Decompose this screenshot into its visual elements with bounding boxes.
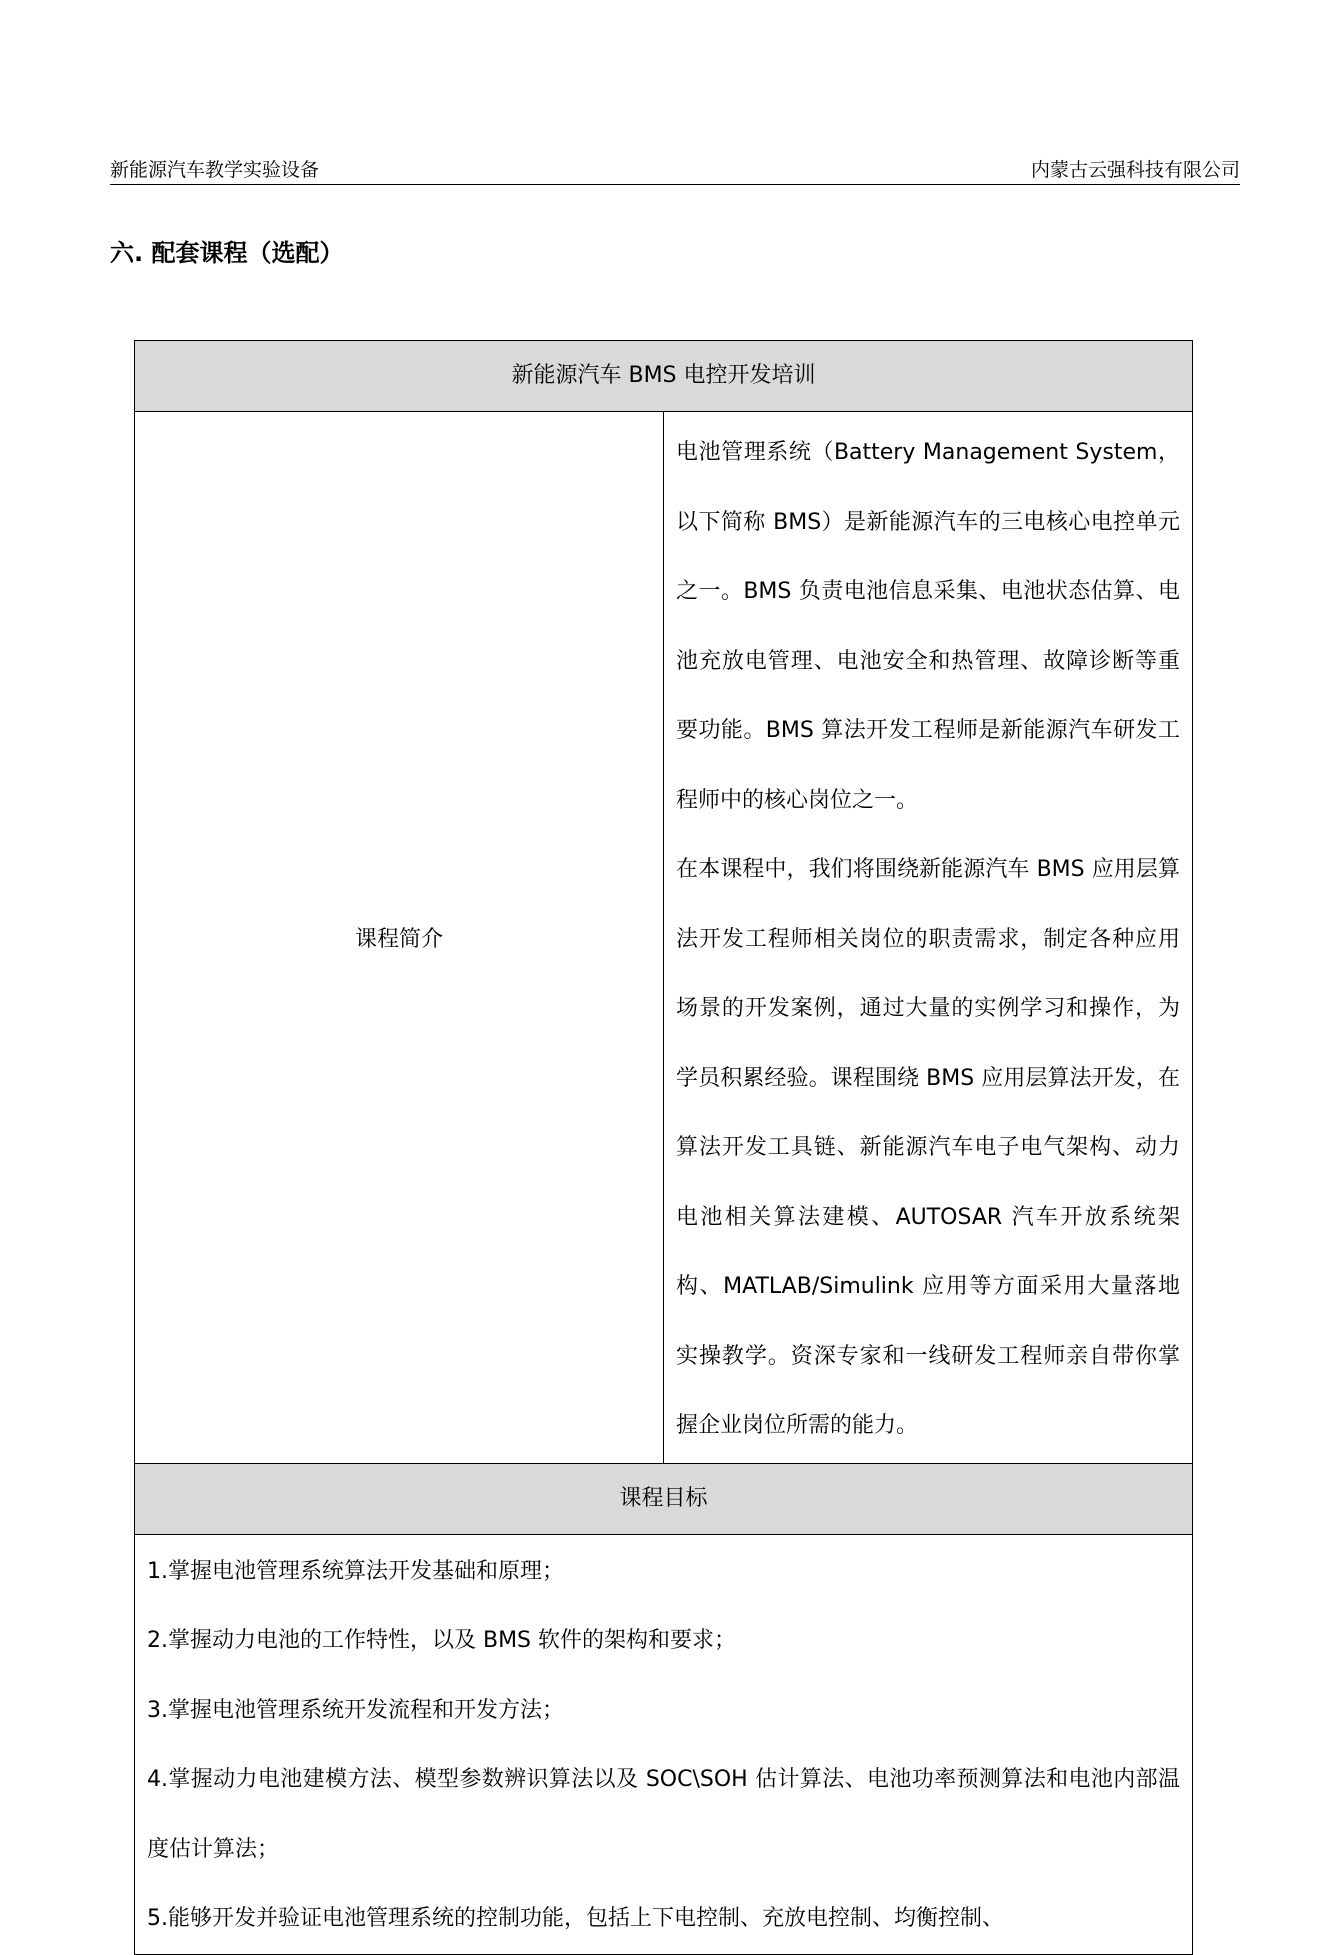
course-intro-row (135, 412, 1193, 1464)
course-title: 新能源汽车 BMS 电控开发培训 (135, 341, 1193, 412)
goals-content (135, 1534, 1193, 1954)
header-right-text: 内蒙古云强科技有限公司 (1030, 159, 1240, 181)
goals-header: 课程目标 (135, 1463, 1193, 1534)
goals-row (135, 1534, 1193, 1954)
course-table (134, 340, 1193, 1955)
course-title-row (135, 341, 1193, 412)
intro-label: 课程简介 (135, 412, 664, 1464)
goals-header-row (135, 1463, 1193, 1534)
goal-item: 3.掌握电池管理系统开发流程和开发方法； (147, 1697, 564, 1723)
goal-item: 1.掌握电池管理系统算法开发基础和原理； (147, 1558, 564, 1584)
goal-item: 2.掌握动力电池的工作特性，以及 BMS 软件的架构和要求； (147, 1628, 737, 1653)
intro-paragraph: 在本课程中，我们将围绕新能源汽车 BMS 应用层算法开发工程师相关岗位的职责需求，制定各种应用场景的开发案例，通过大量的实例学习和操作，为学员积累经验。课程围绕 BMS 应用层算法开发，在算法开发工具链、新能源汽车电子电气架构、动力电池相关算法建模、AUTOSAR 汽车开放系统架构、MATLAB/Simulink 应用等方面采用大量落地实操教学。资深专家和一线研发工程师亲自带你掌握企业岗位所需的能力。 (676, 857, 1180, 1438)
goal-item: 4.掌握动力电池建模方法、模型参数辨识算法以及 SOC\SOH 估计算法、电池功率预测算法和电池内部温度估计算法； (147, 1767, 1180, 1862)
goal-item: 5.能够开发并验证电池管理系统的控制功能，包括上下电控制、充放电控制、均衡控制、 (147, 1906, 1004, 1931)
intro-content (664, 412, 1193, 1464)
header-left-text: 新能源汽车教学实验设备 (110, 159, 320, 181)
intro-paragraph: 电池管理系统（Battery Management System，以下简称 BMS）是新能源汽车的三电核心电控单元之一。BMS 负责电池信息采集、电池状态估算、电池充放电管理、电池安全和热管理、故障诊断等重要功能。BMS 算法开发工程师是新能源汽车研发工程师中的核心岗位之一。 (676, 440, 1180, 813)
page-header (110, 156, 1240, 185)
section-title: 六. 配套课程（选配） (110, 239, 344, 267)
